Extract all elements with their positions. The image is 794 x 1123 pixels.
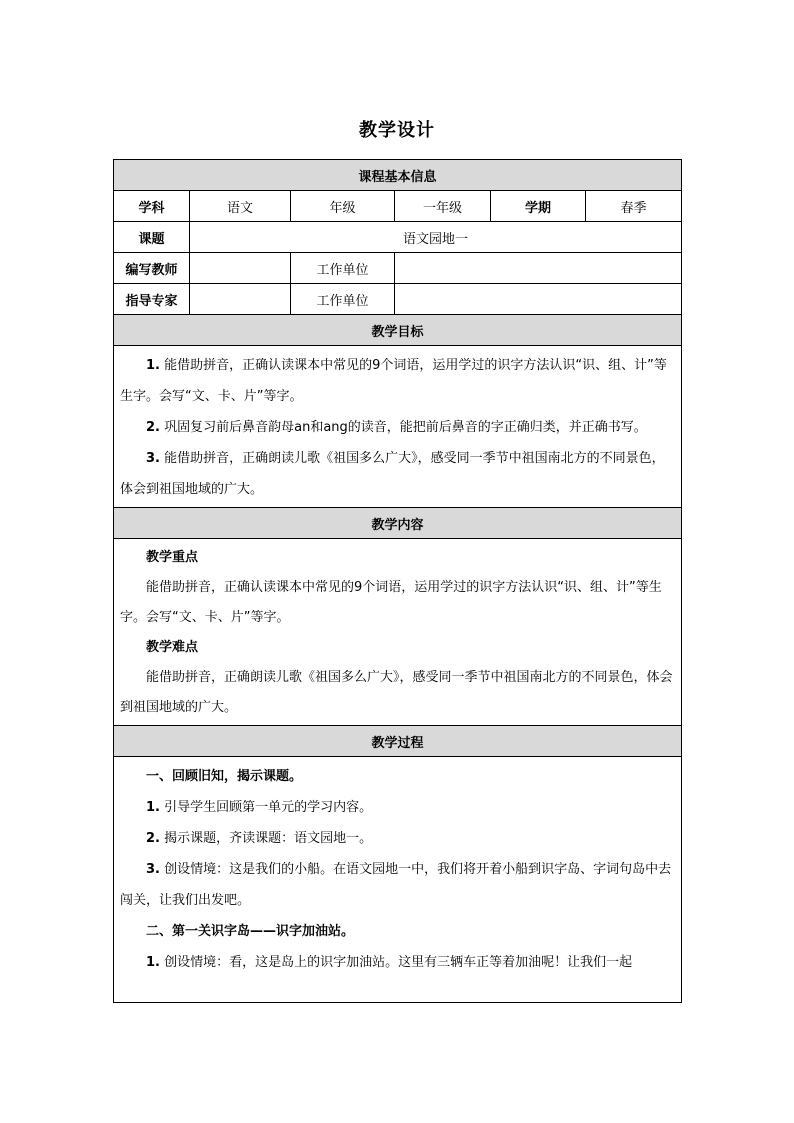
work-unit-value-2 [395,284,682,315]
process-header-row [114,726,682,757]
difficult-point-label: 教学难点 [146,640,199,655]
teacher-value [190,253,291,284]
subject-label: 学科 [114,191,190,222]
term-value: 春季 [586,191,682,222]
grade-label: 年级 [291,191,395,222]
expert-label: 指导专家 [114,284,190,315]
goals-header-row [114,315,682,346]
process-section-title: 二、第一关识字岛——识字加油站。 [146,924,355,939]
process-header: 教学过程 [114,726,682,757]
process-content [120,761,675,1000]
process-item: 3. 创设情境：这是我们的小船。在语文园地一中，我们将开着小船到识字岛、字词句岛中去闯关，让我们出发吧。 [120,862,672,908]
goal-item: 3. 能借助拼音，正确朗读儿歌《祖国多么广大》，感受同一季节中祖国南北方的不同景色，体会到祖国地域的广大。 [120,451,665,497]
content-body-row [114,539,682,726]
subject-row [114,191,682,222]
work-unit-label-2: 工作单位 [291,284,395,315]
lesson-plan-table [113,159,682,1003]
process-item: 2. 揭示课题，齐读课题：语文园地一。 [146,831,373,846]
goal-item: 1. 能借助拼音，正确认读课本中常见的9个词语，运用学过的识字方法认识“识、组、计”等生字。会写“文、卡、片”等字。 [120,358,667,404]
work-unit-value-1 [395,253,682,284]
basic-info-header: 课程基本信息 [114,160,682,191]
process-section-title: 一、回顾旧知，揭示课题。 [146,769,303,784]
teacher-label: 编写教师 [114,253,190,284]
teacher-row [114,253,682,284]
topic-label: 课题 [114,222,190,253]
basic-info-header-row [114,160,682,191]
process-body-row [114,757,682,1003]
topic-row [114,222,682,253]
content-header: 教学内容 [114,508,682,539]
goals-body [114,346,682,508]
work-unit-label-1: 工作单位 [291,253,395,284]
content-header-row [114,508,682,539]
term-label: 学期 [491,191,586,222]
topic-value: 语文园地一 [190,222,682,253]
content-body [114,539,682,726]
process-body [114,757,682,1003]
expert-value [190,284,291,315]
key-point-label: 教学重点 [146,550,199,565]
process-item: 1. 创设情境：看，这是岛上的识字加油站。这里有三辆车正等着加油呢！让我们一起 [146,955,633,970]
goals-header: 教学目标 [114,315,682,346]
process-item: 1. 引导学生回顾第一单元的学习内容。 [146,800,373,815]
goal-item: 2. 巩固复习前后鼻音韵母an和ang的读音，能把前后鼻音的字正确归类，并正确书写。 [146,420,647,435]
key-point-text: 能借助拼音，正确认读课本中常见的9个词语，运用学过的识字方法认识“识、组、计”等生字。会写“文、卡、片”等字。 [120,580,662,625]
goals-body-row [114,346,682,508]
expert-row [114,284,682,315]
grade-value: 一年级 [395,191,491,222]
subject-value: 语文 [190,191,291,222]
document-title: 教学设计 [359,120,435,141]
difficult-point-text: 能借助拼音，正确朗读儿歌《祖国多么广大》，感受同一季节中祖国南北方的不同景色，体会到祖国地域的广大。 [120,670,673,715]
